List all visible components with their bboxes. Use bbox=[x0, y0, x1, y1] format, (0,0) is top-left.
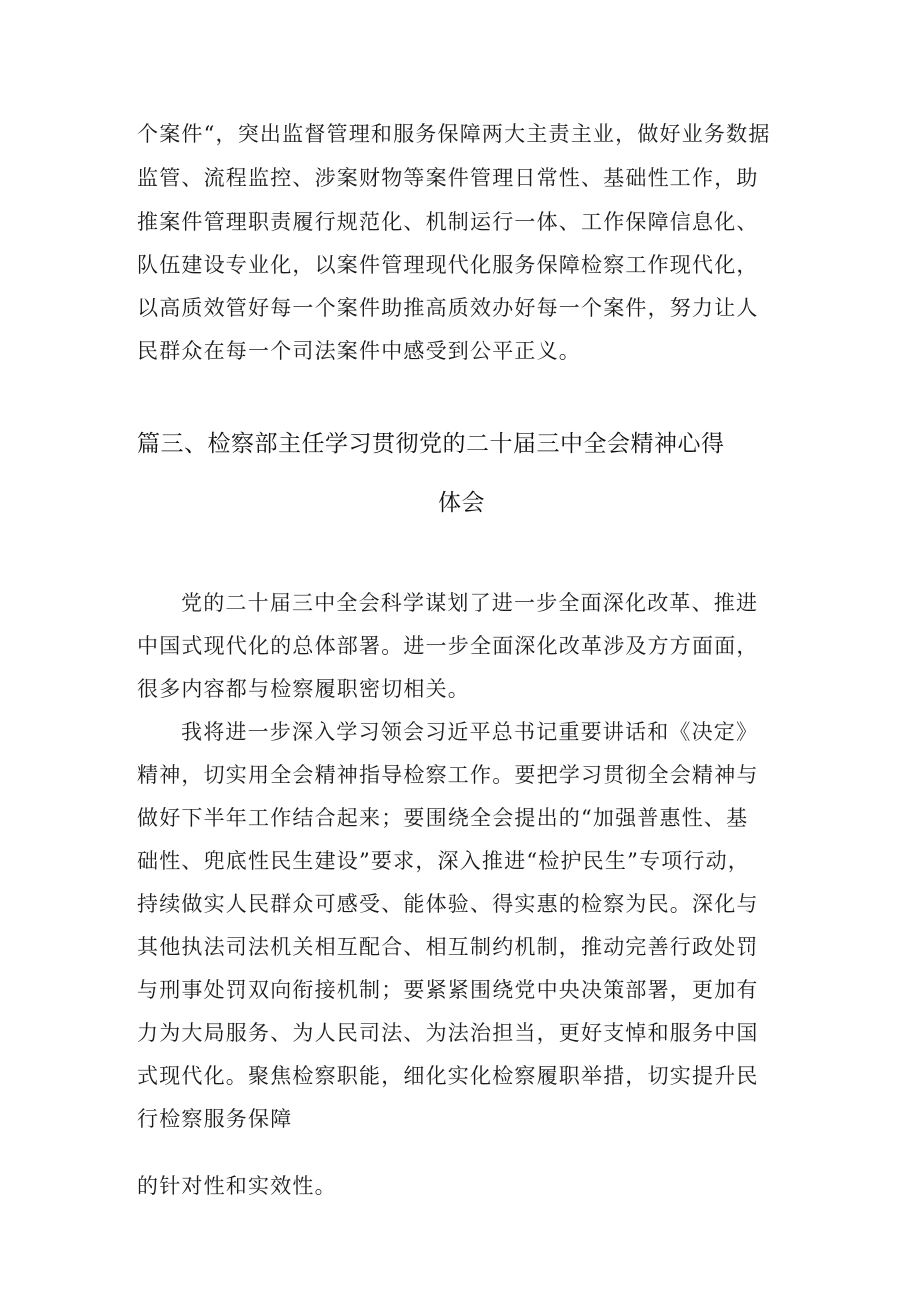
paragraph-line: 做好下半年工作结合起来；要围绕全会提出的“加强普惠性、基 bbox=[137, 806, 749, 830]
section-title: 篇三、检察部主任学习贯彻党的二十届三中全会精神心得 bbox=[137, 431, 725, 457]
paragraph-line: 础性、兜底性民生建设”要求，深入推进“检护民生”专项行动， bbox=[137, 849, 751, 873]
paragraph-line: 与刑事处罚双向衔接机制；要紧紧围绕党中央决策部署，更加有 bbox=[137, 978, 759, 1002]
paragraph-line: 党的二十届三中全会科学谋划了进一步全面深化改革、推进 bbox=[181, 591, 759, 615]
paragraph-line: 中国式现代化的总体部署。进一步全面深化改革涉及方方面面， bbox=[137, 634, 759, 658]
paragraph-line: 持续做实人民群众可感受、能体验、得实惠的检察为民。深化与 bbox=[137, 892, 759, 916]
paragraph-line: 精神，切实用全会精神指导检察工作。要把学习贯彻全会精神与 bbox=[137, 763, 759, 787]
text-line: 监管、流程监控、涉案财物等案件管理日常性、基础性工作，助 bbox=[137, 166, 759, 190]
section-title-continued: 体会 bbox=[438, 490, 485, 516]
paragraph-line: 我将进一步深入学习领会习近平总书记重要讲话和《决定》 bbox=[181, 720, 759, 744]
paragraph-line: 其他执法司法机关相互配合、相互制约机制，推动完善行政处罚 bbox=[137, 935, 759, 959]
text-line: 队伍建设专业化，以案件管理现代化服务保障检察工作现代化， bbox=[137, 253, 759, 277]
text-line: 民群众在每一个司法案件中感受到公平正义。 bbox=[137, 339, 581, 363]
paragraph-line: 的针对性和实效性。 bbox=[137, 1174, 337, 1198]
paragraph-line: 式现代化。聚焦检察职能，细化实化检察履职举措，切实提升民 bbox=[137, 1064, 759, 1088]
text-line: 个案件“，突出监督管理和服务保障两大主责主业，做好业务数据 bbox=[137, 122, 771, 146]
text-line: 以高质效管好每一个案件助推高质效办好每一个案件，努力让人 bbox=[137, 296, 759, 320]
paragraph-line: 力为大局服务、为人民司法、为法治担当，更好支悼和服务中国 bbox=[137, 1021, 759, 1045]
text-line: 推案件管理职责履行规范化、机制运行一体、工作保障信息化、 bbox=[137, 210, 759, 234]
paragraph-line: 行检察服务保障 bbox=[137, 1107, 293, 1131]
paragraph-line: 很多内容都与检察履职密切相关。 bbox=[137, 677, 470, 701]
